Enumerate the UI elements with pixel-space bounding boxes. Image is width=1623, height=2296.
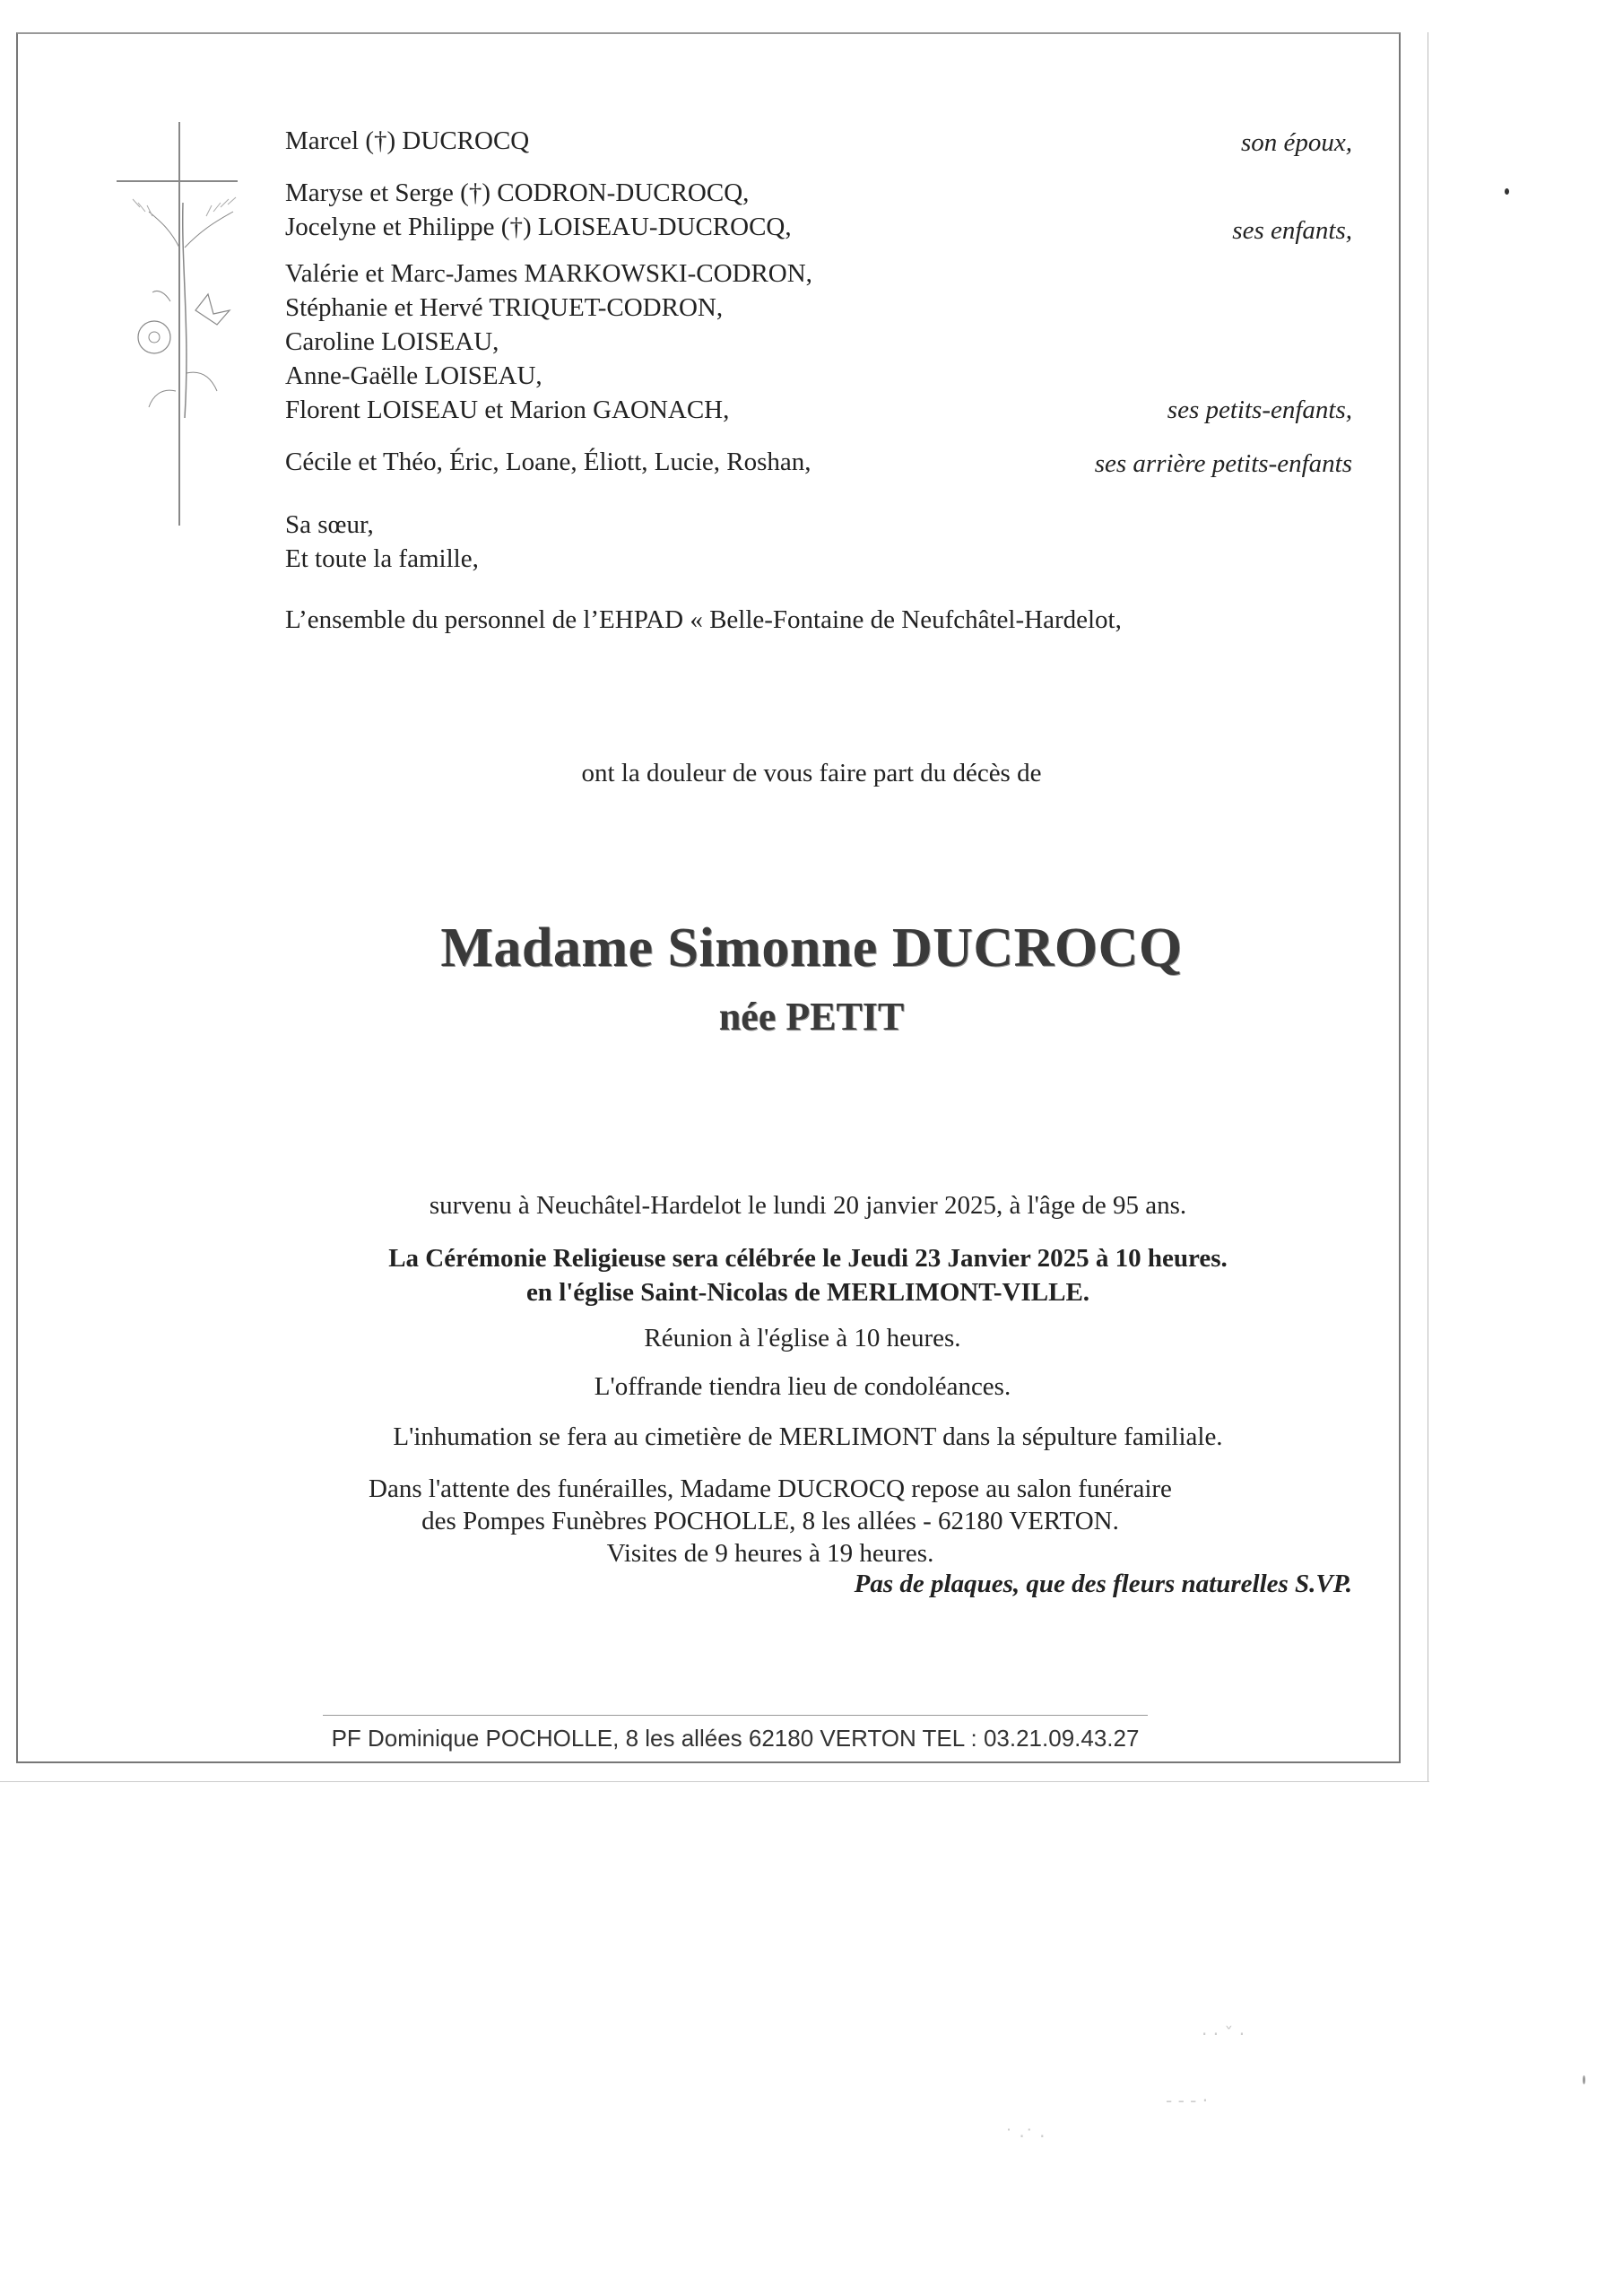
family-name: Valérie et Marc-James MARKOWSKI-CODRON, [285,259,812,288]
announcement-text: ont la douleur de vous faire part du décès de [581,759,1042,787]
family-name: Caroline LOISEAU, [285,327,499,356]
family-name: Cécile et Théo, Éric, Loane, Éliott, Lucie, Roshan, [285,448,812,476]
viewing-line: des Pompes Funèbres POCHOLLE, 8 les allées - 62180 VERTON. [421,1507,1119,1535]
deceased-maiden-name: née PETIT [718,995,905,1039]
scan-edge-bottom [0,1781,1429,1782]
scan-speck: ‐ ‐ ‐ · [1166,2090,1209,2111]
family-role: ses arrière petits-enfants [1094,449,1352,478]
family-name: Jocelyne et Philippe (†) LOISEAU-DUCROCQ, [285,213,792,241]
family-name: Maryse et Serge (†) CODRON-DUCROCQ, [285,178,750,207]
flowers-note: Pas de plaques, que des fleurs naturelles S.VP. [854,1570,1352,1598]
family-role: ses petits-enfants, [1167,396,1352,424]
scan-speck [1505,188,1509,195]
family-name: Stéphanie et Hervé TRIQUET-CODRON, [285,293,724,322]
cross-with-flowers-icon [117,122,260,535]
family-role: son époux, [1240,128,1352,157]
viewing-details [0,1473,1582,1570]
family-name: Marcel (†) DUCROCQ [285,126,530,155]
viewing-hours: Visites de 9 heures à 19 heures. [606,1539,934,1568]
family-role: ses enfants, [1232,216,1352,245]
family-name: Sa sœur, [285,510,374,539]
ceremony-location: en l'église Saint-Nicolas de MERLIMONT-VILLE. [525,1278,1090,1307]
burial-details: L'inhumation se fera au cimetière de MERLIMONT dans la sépulture familiale. [393,1422,1223,1451]
viewing-line: Dans l'attente des funérailles, Madame DUCROCQ repose au salon funéraire [369,1474,1172,1503]
scan-speck: · · ˇ · [1202,2023,1245,2045]
family-name: Florent LOISEAU et Marion GAONACH, [285,396,730,424]
scan-speck: ˙ ·˙ · [1004,2126,1046,2147]
ceremony-line: La Cérémonie Religieuse sera célébrée le Jeudi 23 Janvier 2025 à 10 heures. [388,1244,1228,1273]
offering-note: L'offrande tiendra lieu de condoléances. [594,1372,1011,1401]
scan-speck [1583,2075,1585,2084]
funeral-home-footer: PF Dominique POCHOLLE, 8 les allées 62180 VERTON TEL : 03.21.09.43.27 [323,1715,1148,1752]
family-name: Anne-Gaëlle LOISEAU, [285,361,542,390]
deceased-name: Madame Simonne DUCROCQ [440,918,1183,978]
ehpad-text: L’ensemble du personnel de l’EHPAD « Belle-Fontaine de Neufchâtel-Hardelot, [285,605,1122,634]
family-name: Et toute la famille, [285,544,479,573]
meeting-details: Réunion à l'église à 10 heures. [644,1324,961,1352]
ceremony-details [0,1241,1619,1309]
death-details: survenu à Neuchâtel-Hardelot le lundi 20 janvier 2025, à l'âge de 95 ans. [429,1191,1187,1220]
